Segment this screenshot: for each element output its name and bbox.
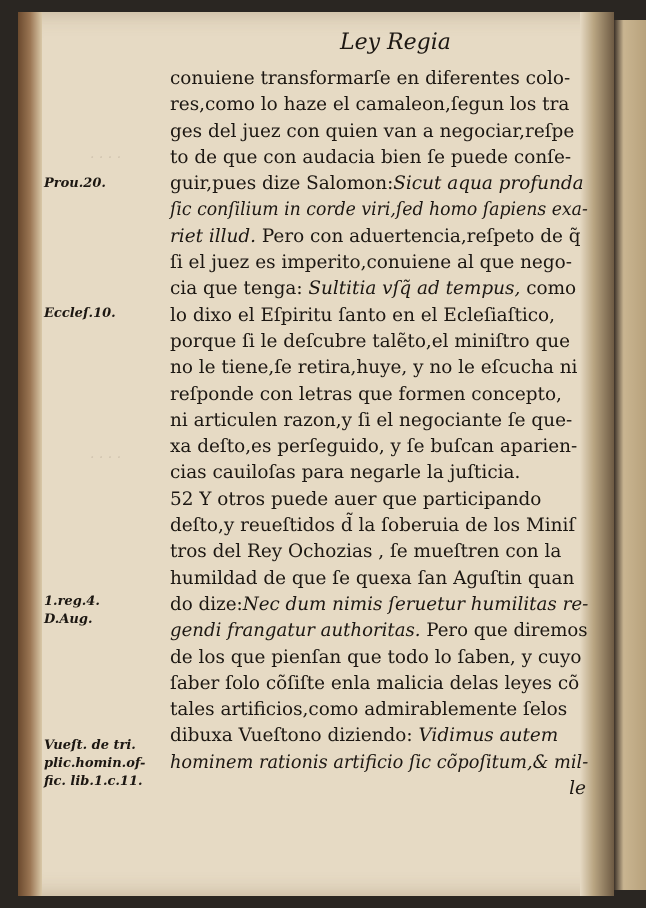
text-line bbox=[170, 250, 588, 276]
catchword: le bbox=[569, 778, 586, 800]
show-through-ink: · · · · bbox=[90, 150, 122, 166]
text-segment: como bbox=[520, 278, 577, 300]
text-segment: cia que tenga: bbox=[170, 278, 309, 300]
text-segment: 52 Y otros puede auer que participando bbox=[170, 488, 542, 510]
text-line bbox=[170, 513, 588, 539]
text-line bbox=[170, 460, 588, 486]
latin-quote: Sultitia vſq̃ ad tempus, bbox=[308, 278, 521, 300]
text-segment: ges del juez con quien van a negociar,reſpe bbox=[170, 120, 575, 142]
text-segment: to de que con audacia bien ſe puede conſe- bbox=[170, 146, 572, 168]
text-segment: deſto,y reueſtidos d̃ la ſoberuia de los Miniſ bbox=[170, 515, 576, 537]
text-line bbox=[170, 408, 588, 434]
adjacent-page-edge bbox=[614, 20, 646, 890]
marginal-note: Vueſt. de tri. bbox=[44, 738, 136, 753]
text-line bbox=[170, 224, 588, 250]
text-segment: porque ſi le deſcubre talẽto,el miniſtro que bbox=[170, 330, 570, 352]
show-through-ink: · · · · bbox=[90, 450, 122, 466]
text-line bbox=[170, 382, 588, 408]
marginal-note: plic.homin.of- bbox=[44, 756, 146, 771]
text-line bbox=[170, 145, 588, 171]
latin-quote: ſic conſilium in corde viri,ſed homo ſapiens exa- bbox=[170, 199, 588, 221]
text-segment: Pero con aduertencia,reſpeto de q̃ bbox=[256, 225, 581, 247]
running-head: Ley Regia bbox=[340, 30, 451, 55]
text-segment: ſi el juez es imperito,conuiene al que nego- bbox=[170, 252, 572, 274]
text-segment: Pero que diremos bbox=[420, 620, 588, 642]
latin-quote: riet illud. bbox=[170, 225, 257, 247]
text-line bbox=[170, 723, 588, 749]
marginal-note: Prou.20. bbox=[44, 176, 106, 191]
latin-quote: Sicut aqua profunda bbox=[393, 173, 584, 195]
text-line bbox=[170, 566, 588, 592]
text-line bbox=[170, 355, 588, 381]
text-segment: cias cauiloſas para negarle la juſticia. bbox=[170, 462, 521, 484]
marginal-note: Eccleſ.10. bbox=[44, 306, 116, 321]
text-line bbox=[170, 618, 588, 644]
text-line bbox=[170, 592, 589, 618]
latin-quote: gendi frangatur authoritas. bbox=[170, 620, 421, 642]
page-left-edge bbox=[18, 12, 42, 896]
latin-quote: hominem rationis artificio ſic cõpoſitum,& mil- bbox=[170, 751, 589, 773]
text-line bbox=[170, 487, 588, 513]
text-line bbox=[170, 197, 588, 223]
text-line bbox=[170, 303, 588, 329]
text-segment: tales artificios,como admirablemente ſelos bbox=[170, 699, 568, 721]
text-line bbox=[170, 671, 588, 697]
text-segment: humildad de que ſe quexa ſan Aguſtin quan bbox=[170, 567, 575, 589]
text-segment: de los que pienſan que todo lo ſaben, y cuyo bbox=[170, 646, 582, 668]
text-line bbox=[170, 329, 588, 355]
text-segment: reſponde con letras que formen concepto, bbox=[170, 383, 562, 405]
latin-quote: Vidimus autem bbox=[418, 725, 559, 747]
text-line bbox=[170, 697, 588, 723]
text-segment: do dize: bbox=[170, 593, 243, 615]
text-line bbox=[170, 92, 588, 118]
text-segment: lo dixo el Eſpiritu ſanto en el Ecleſiaſtico, bbox=[170, 304, 556, 326]
text-segment: conuiene transformarſe en diferentes colo- bbox=[170, 68, 571, 89]
text-line bbox=[170, 750, 589, 776]
latin-quote: Nec dum nimis ſeruetur humilitas re- bbox=[242, 593, 589, 615]
text-line bbox=[170, 645, 588, 671]
text-line bbox=[170, 539, 588, 565]
text-segment: ſaber ſolo cõſiſte enla malicia delas leyes cõ bbox=[170, 672, 580, 694]
text-line bbox=[170, 434, 588, 460]
marginal-note: 1.reg.4. bbox=[44, 594, 100, 609]
marginal-note: fic. lib.1.c.11. bbox=[44, 774, 143, 789]
text-segment: dibuxa Vueſtono diziendo: bbox=[170, 725, 419, 747]
text-line bbox=[170, 276, 588, 302]
text-segment: res,como lo haze el camaleon,ſegun los tra bbox=[170, 94, 570, 116]
body-text bbox=[170, 66, 590, 802]
text-segment: ni articulen razon,y ſi el negociante ſe que- bbox=[170, 409, 573, 431]
text-line bbox=[170, 119, 588, 145]
text-segment: no le tiene,ſe retira,huye, y no le eſcucha ni bbox=[170, 357, 578, 379]
text-line bbox=[170, 66, 588, 92]
marginal-note: D.Aug. bbox=[44, 612, 93, 627]
text-segment: tros del Rey Ochozias , ſe mueſtren con la bbox=[170, 541, 562, 563]
text-line bbox=[170, 171, 588, 197]
text-segment: guir,pues dize Salomon: bbox=[170, 173, 394, 195]
text-segment: xa deſto,es perſeguido, y ſe buſcan aparien- bbox=[170, 436, 578, 458]
